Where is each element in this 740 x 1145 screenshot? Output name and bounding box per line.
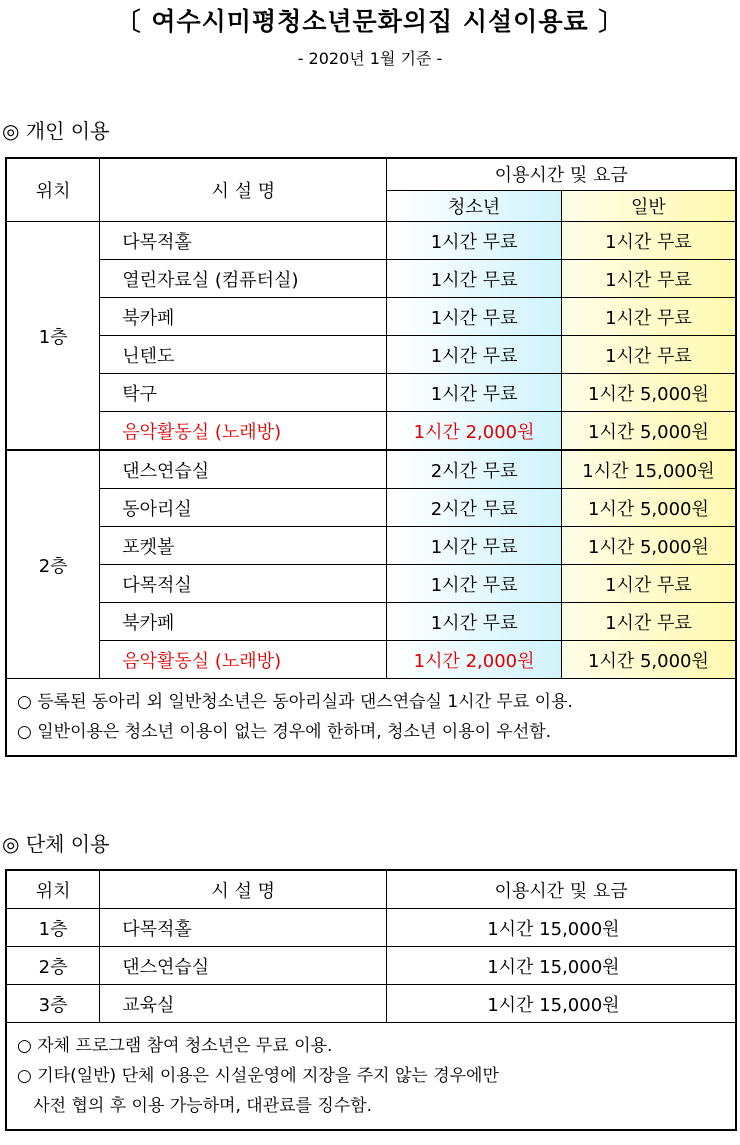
general-fee: 1시간 무료 — [561, 565, 736, 603]
floor-cell: 2층 — [6, 450, 100, 679]
facility-name: 다목적실 — [100, 565, 387, 603]
group-note: ○ 기타(일반) 단체 이용은 시설운영에 지장을 주지 않는 경우에만 — [17, 1066, 499, 1086]
facility-name: 음악활동실 (노래방) — [100, 412, 387, 451]
general-fee: 1시간 무료 — [561, 260, 736, 298]
youth-fee: 1시간 무료 — [387, 222, 562, 260]
general-fee: 1시간 5,000원 — [561, 641, 736, 679]
youth-fee: 1시간 2,000원 — [387, 641, 562, 679]
table-row — [6, 565, 736, 603]
floor-cell: 1층 — [6, 222, 100, 451]
facility-name: 다목적홀 — [100, 222, 387, 260]
general-fee: 1시간 무료 — [561, 222, 736, 260]
youth-fee: 1시간 무료 — [387, 527, 562, 565]
youth-fee: 1시간 무료 — [387, 336, 562, 374]
youth-fee: 1시간 무료 — [387, 298, 562, 336]
group-header-location: 위치 — [6, 870, 100, 909]
table-row — [6, 260, 736, 298]
general-fee: 1시간 5,000원 — [561, 412, 736, 451]
group-header-time-fee: 이용시간 및 요금 — [387, 870, 736, 909]
group-note: 사전 협의 후 이용 가능하며, 대관료를 징수함. — [17, 1096, 373, 1116]
group-fee: 1시간 15,000원 — [387, 909, 736, 947]
group-floor: 1층 — [6, 909, 100, 947]
youth-fee: 2시간 무료 — [387, 489, 562, 527]
facility-name: 탁구 — [100, 374, 387, 412]
header-general: 일반 — [561, 190, 736, 222]
table-row — [6, 527, 736, 565]
group-header-facility: 시 설 명 — [100, 870, 387, 909]
group-heading: ◎ 단체 이용 — [2, 832, 110, 856]
facility-name: 열린자료실 (컴퓨터실) — [100, 260, 387, 298]
group-facility-name: 교육실 — [100, 985, 387, 1023]
facility-name: 포켓볼 — [100, 527, 387, 565]
general-fee: 1시간 5,000원 — [561, 489, 736, 527]
group-floor: 2층 — [6, 947, 100, 985]
group-facility-name: 다목적홀 — [100, 909, 387, 947]
youth-fee: 1시간 무료 — [387, 603, 562, 641]
general-fee: 1시간 무료 — [561, 336, 736, 374]
table-row — [6, 412, 736, 451]
youth-fee: 1시간 무료 — [387, 565, 562, 603]
group-fee: 1시간 15,000원 — [387, 947, 736, 985]
page-title: 〔 여수시미평청소년문화의집 시설이용료 〕 — [115, 7, 625, 36]
individual-heading: ◎ 개인 이용 — [2, 119, 110, 143]
header-youth: 청소년 — [387, 190, 562, 222]
general-fee: 1시간 무료 — [561, 298, 736, 336]
group-notes — [6, 1023, 736, 1131]
individual-notes — [6, 679, 736, 757]
group-fee-table — [5, 869, 737, 1131]
individual-note: ○ 일반이용은 청소년 이용이 없는 경우에 한하며, 청소년 이용이 우선함. — [17, 722, 552, 742]
facility-name: 댄스연습실 — [100, 450, 387, 489]
table-row — [6, 336, 736, 374]
general-fee: 1시간 무료 — [561, 603, 736, 641]
facility-name: 동아리실 — [100, 489, 387, 527]
group-note: ○ 자체 프로그램 참여 청소년은 무료 이용. — [17, 1036, 333, 1056]
header-facility: 시 설 명 — [100, 158, 387, 222]
facility-name: 음악활동실 (노래방) — [100, 641, 387, 679]
table-row — [6, 603, 736, 641]
table-row — [6, 641, 736, 679]
page-subtitle: - 2020년 1월 기준 - — [297, 49, 443, 68]
header-location: 위치 — [6, 158, 100, 222]
table-row — [6, 374, 736, 412]
header-time-fee: 이용시간 및 요금 — [387, 158, 736, 190]
group-fee: 1시간 15,000원 — [387, 985, 736, 1023]
group-facility-name: 댄스연습실 — [100, 947, 387, 985]
individual-fee-table — [5, 157, 737, 757]
youth-fee: 1시간 무료 — [387, 260, 562, 298]
facility-name: 닌텐도 — [100, 336, 387, 374]
facility-name: 북카페 — [100, 603, 387, 641]
youth-fee: 1시간 무료 — [387, 374, 562, 412]
table-row — [6, 450, 736, 489]
general-fee: 1시간 15,000원 — [561, 450, 736, 489]
group-floor: 3층 — [6, 985, 100, 1023]
table-row — [6, 298, 736, 336]
youth-fee: 1시간 2,000원 — [387, 412, 562, 451]
individual-note: ○ 등록된 동아리 외 일반청소년은 동아리실과 댄스연습실 1시간 무료 이용. — [17, 692, 573, 712]
table-row — [6, 222, 736, 260]
youth-fee: 2시간 무료 — [387, 450, 562, 489]
facility-name: 북카페 — [100, 298, 387, 336]
general-fee: 1시간 5,000원 — [561, 527, 736, 565]
general-fee: 1시간 5,000원 — [561, 374, 736, 412]
table-row — [6, 489, 736, 527]
